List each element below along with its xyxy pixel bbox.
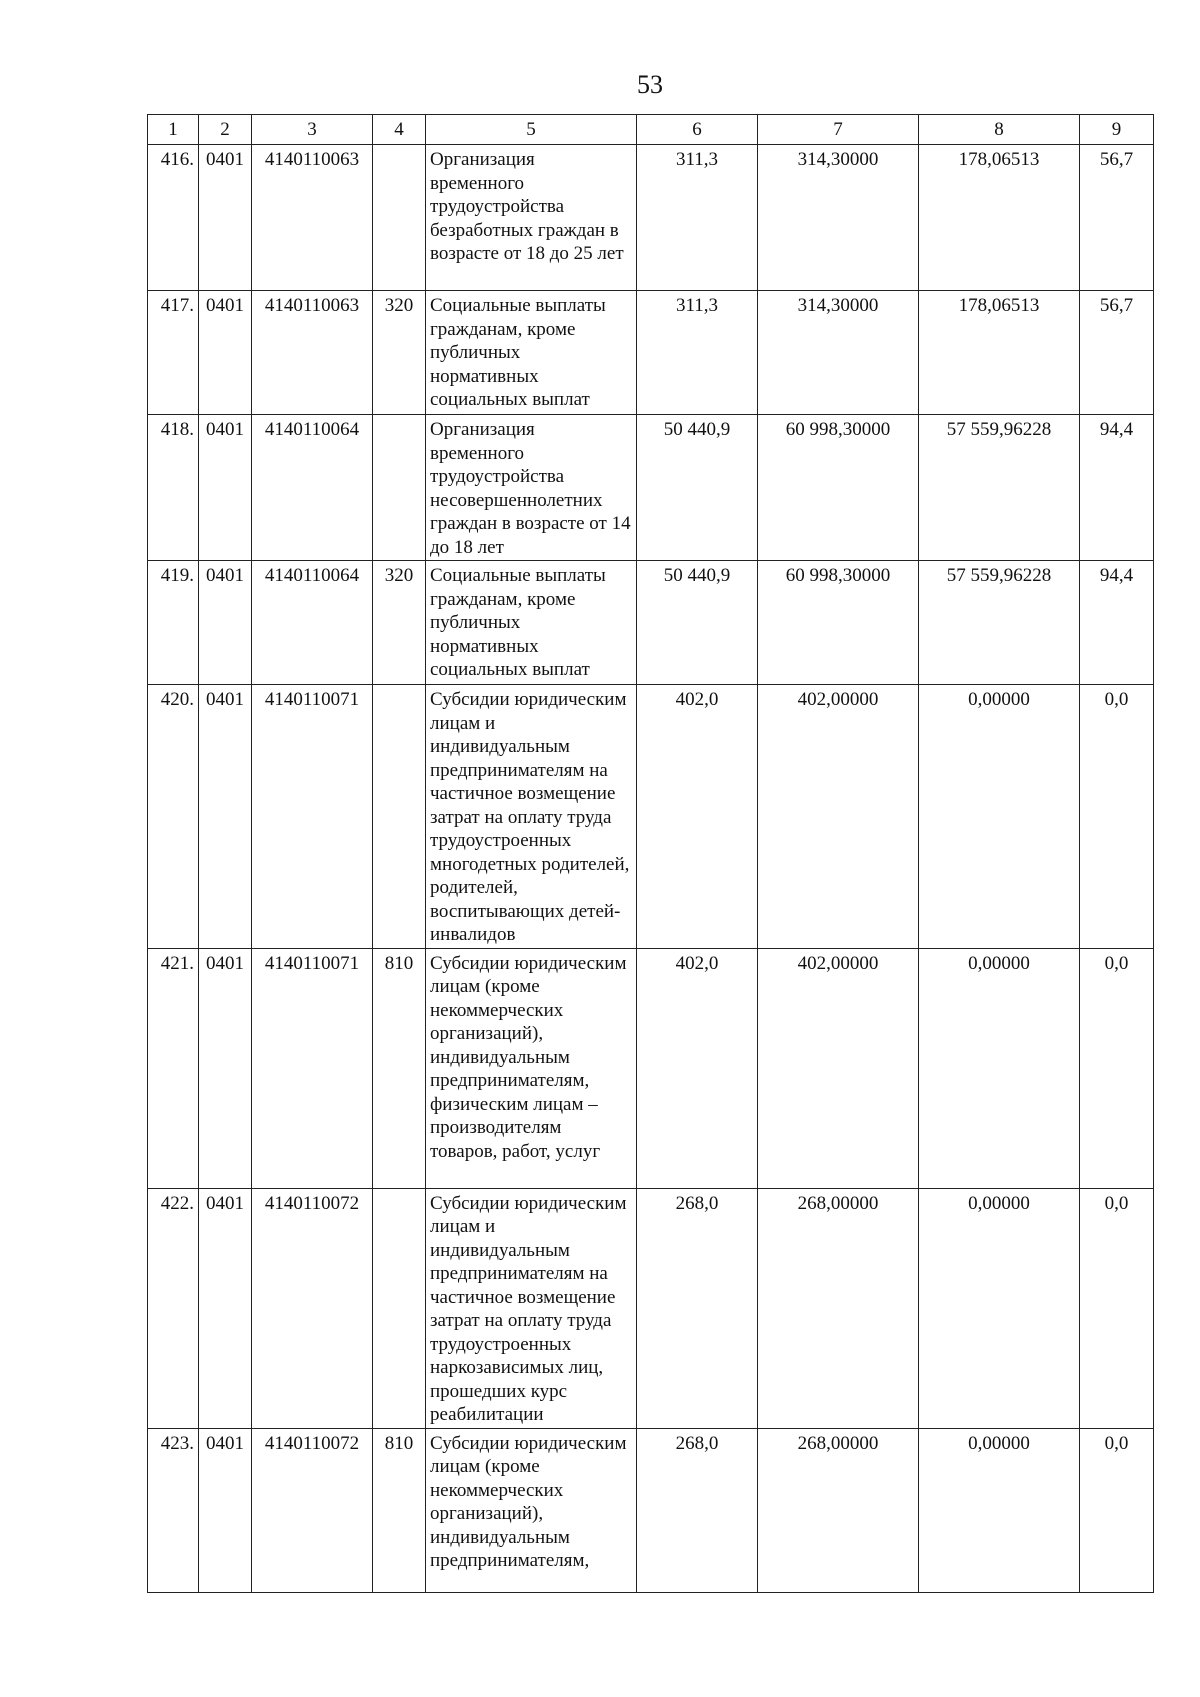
- table-row: [148, 685, 1154, 949]
- expense-type: [373, 145, 426, 291]
- table-row: [148, 948, 1154, 1188]
- value-col-6: 50 440,9: [637, 561, 758, 685]
- value-col-8: 0,00000: [919, 1188, 1080, 1428]
- item-name: Субсидии юридическим лицам и индивидуальным предпринимателям на частичное возмещение затрат на оплату труда трудоустроенных многодетных родителей, родителей, воспитывающих детей-инвалидов: [426, 685, 637, 949]
- value-col-9: 94,4: [1080, 561, 1154, 685]
- col-header-5: 5: [426, 115, 637, 145]
- value-col-8: 57 559,96228: [919, 561, 1080, 685]
- col-header-4: 4: [373, 115, 426, 145]
- row-number: 417.: [148, 291, 199, 415]
- section-code: 0401: [199, 948, 252, 1188]
- value-col-9: 0,0: [1080, 1428, 1154, 1592]
- value-col-7: 60 998,30000: [758, 561, 919, 685]
- target-code: 4140110071: [252, 948, 373, 1188]
- value-col-9: 0,0: [1080, 685, 1154, 949]
- value-col-9: 94,4: [1080, 415, 1154, 561]
- value-col-8: 178,06513: [919, 291, 1080, 415]
- value-col-6: 311,3: [637, 145, 758, 291]
- expense-type: 320: [373, 291, 426, 415]
- value-col-8: 0,00000: [919, 948, 1080, 1188]
- row-number: 421.: [148, 948, 199, 1188]
- item-name: Социальные выплаты гражданам, кроме публичных нормативных социальных выплат: [426, 561, 637, 685]
- row-number: 419.: [148, 561, 199, 685]
- col-header-8: 8: [919, 115, 1080, 145]
- target-code: 4140110063: [252, 145, 373, 291]
- value-col-7: 268,00000: [758, 1428, 919, 1592]
- target-code: 4140110072: [252, 1188, 373, 1428]
- table-row: [148, 145, 1154, 291]
- section-code: 0401: [199, 145, 252, 291]
- item-name: Субсидии юридическим лицам (кроме некоммерческих организаций), индивидуальным предпринимателям,: [426, 1428, 637, 1592]
- target-code: 4140110072: [252, 1428, 373, 1592]
- value-col-7: 402,00000: [758, 685, 919, 949]
- value-col-6: 402,0: [637, 685, 758, 949]
- col-header-2: 2: [199, 115, 252, 145]
- target-code: 4140110063: [252, 291, 373, 415]
- item-name: Субсидии юридическим лицам и индивидуальным предпринимателям на частичное возмещение затрат на оплату труда трудоустроенных наркозависимых лиц, прошедших курс реабилитации: [426, 1188, 637, 1428]
- section-code: 0401: [199, 561, 252, 685]
- row-number: 420.: [148, 685, 199, 949]
- table-row: [148, 561, 1154, 685]
- expense-type: [373, 415, 426, 561]
- value-col-7: 60 998,30000: [758, 415, 919, 561]
- value-col-7: 268,00000: [758, 1188, 919, 1428]
- table-row: [148, 291, 1154, 415]
- item-name: Социальные выплаты гражданам, кроме публичных нормативных социальных выплат: [426, 291, 637, 415]
- row-number: 422.: [148, 1188, 199, 1428]
- value-col-6: 311,3: [637, 291, 758, 415]
- value-col-6: 268,0: [637, 1188, 758, 1428]
- budget-table: [147, 114, 1154, 1593]
- col-header-3: 3: [252, 115, 373, 145]
- value-col-6: 268,0: [637, 1428, 758, 1592]
- expense-type: [373, 685, 426, 949]
- value-col-9: 0,0: [1080, 1188, 1154, 1428]
- value-col-8: 0,00000: [919, 1428, 1080, 1592]
- value-col-8: 0,00000: [919, 685, 1080, 949]
- value-col-8: 57 559,96228: [919, 415, 1080, 561]
- section-code: 0401: [199, 415, 252, 561]
- value-col-9: 0,0: [1080, 948, 1154, 1188]
- col-header-1: 1: [148, 115, 199, 145]
- item-name: Организация временного трудоустройства безработных граждан в возрасте от 18 до 25 лет: [426, 145, 637, 291]
- row-number: 423.: [148, 1428, 199, 1592]
- value-col-7: 314,30000: [758, 291, 919, 415]
- col-header-9: 9: [1080, 115, 1154, 145]
- header-row: [148, 115, 1154, 145]
- table-row: [148, 1188, 1154, 1428]
- item-name: Субсидии юридическим лицам (кроме некоммерческих организаций), индивидуальным предпринимателям, физическим лицам – производителям товаров, работ, услуг: [426, 948, 637, 1188]
- row-number: 416.: [148, 145, 199, 291]
- section-code: 0401: [199, 685, 252, 949]
- target-code: 4140110064: [252, 415, 373, 561]
- col-header-7: 7: [758, 115, 919, 145]
- table-row: [148, 1428, 1154, 1592]
- col-header-6: 6: [637, 115, 758, 145]
- section-code: 0401: [199, 1428, 252, 1592]
- value-col-8: 178,06513: [919, 145, 1080, 291]
- value-col-7: 314,30000: [758, 145, 919, 291]
- section-code: 0401: [199, 1188, 252, 1428]
- expense-type: 320: [373, 561, 426, 685]
- target-code: 4140110064: [252, 561, 373, 685]
- value-col-7: 402,00000: [758, 948, 919, 1188]
- expense-type: 810: [373, 1428, 426, 1592]
- target-code: 4140110071: [252, 685, 373, 949]
- table-row: [148, 415, 1154, 561]
- row-number: 418.: [148, 415, 199, 561]
- value-col-9: 56,7: [1080, 145, 1154, 291]
- page-number: 53: [637, 70, 663, 99]
- value-col-9: 56,7: [1080, 291, 1154, 415]
- section-code: 0401: [199, 291, 252, 415]
- expense-type: 810: [373, 948, 426, 1188]
- expense-type: [373, 1188, 426, 1428]
- item-name: Организация временного трудоустройства несовершеннолетних граждан в возрасте от 14 до 18 лет: [426, 415, 637, 561]
- value-col-6: 50 440,9: [637, 415, 758, 561]
- value-col-6: 402,0: [637, 948, 758, 1188]
